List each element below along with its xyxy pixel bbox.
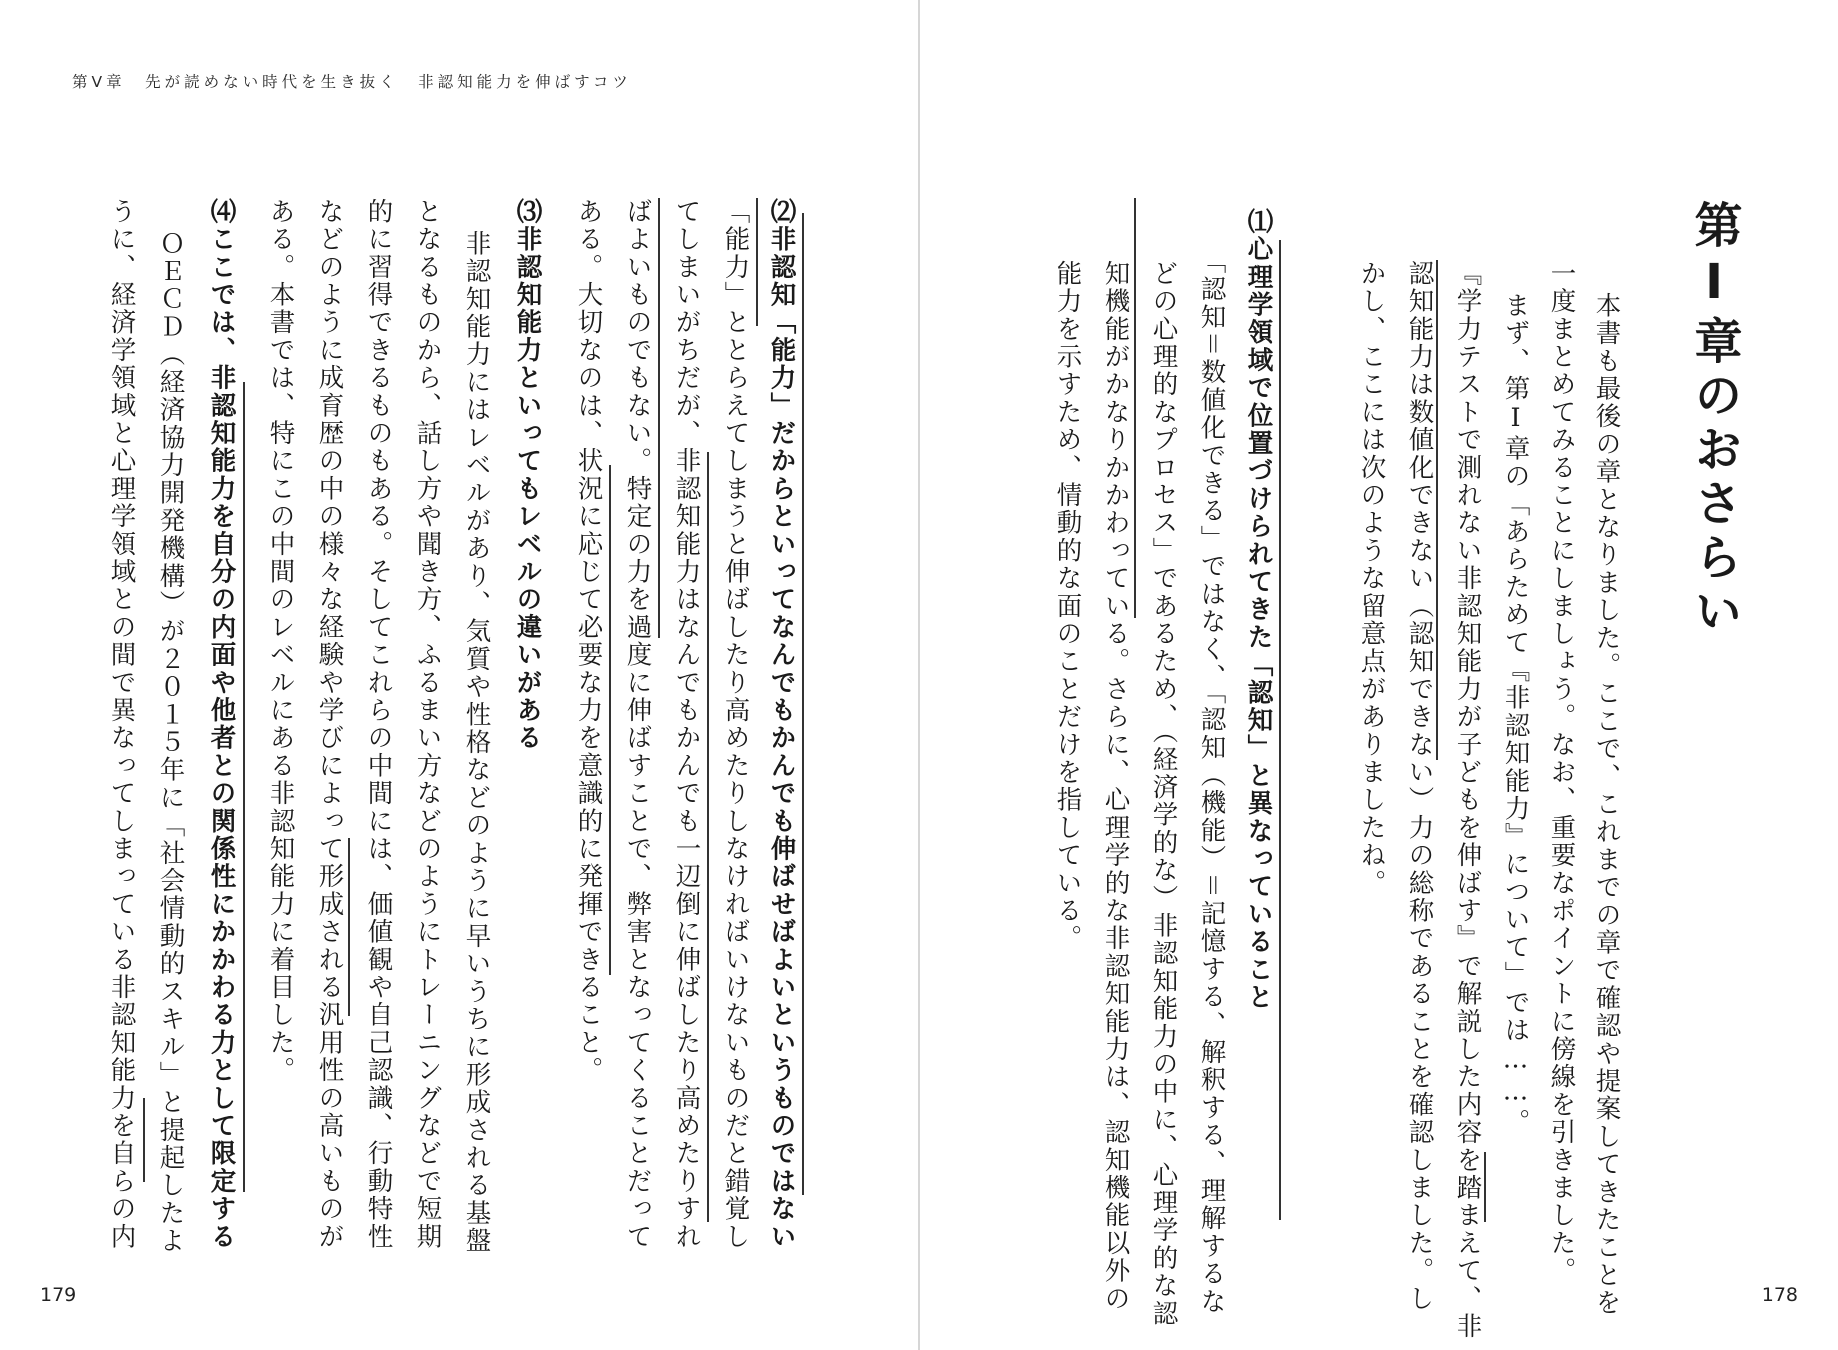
body-column: 「認知＝数値化できる」ではなく、「認知（機能）＝記憶する、解釈する、理解するな — [1196, 248, 1227, 1316]
body-column: 能力を示すため、情動的な面のことだけを指している。 — [1052, 260, 1083, 953]
chapter-title: 第Ⅰ章のおさらい — [1686, 200, 1742, 640]
page-number: 178 — [1761, 1284, 1798, 1306]
body-column: てしまいがちだが、非認知能力はなんでもかんでも一辺倒に伸ばしたり高めたりすれ — [671, 198, 702, 1251]
emphasis-line — [1484, 1152, 1486, 1222]
body-column: 一度まとめてみることにしましょう。なお、重要なポイントに傍線を引きました。 — [1546, 260, 1577, 1285]
body-column: となるものから、話し方や聞き方、ふるまい方などのようにトレーニングなどで短期 — [412, 198, 443, 1251]
body-column: ある。大切なのは、状況に応じて必要な力を意識的に発揮できること。 — [573, 198, 604, 1085]
emphasis-line — [1134, 198, 1136, 618]
page-number: 179 — [40, 1284, 77, 1306]
body-column: ＯＥＣＤ（経済協力開発機構）が２０１５年に「社会情動的スキル」と提起したよ — [155, 230, 186, 1255]
emphasis-line — [1279, 240, 1281, 1220]
heading-2: ⑵非認知「能力」だからといってなんでもかんでも伸ばせばよいというものではない — [766, 198, 797, 1251]
body-column: かし、ここには次のような留意点がありましたね。 — [1356, 260, 1387, 898]
left-page — [0, 0, 918, 1350]
running-header: 第Ⅴ章 先が読めない時代を生き抜く 非認知能力を伸ばすコツ — [72, 73, 632, 91]
emphasis-line — [802, 213, 804, 1195]
emphasis-line — [609, 465, 611, 975]
emphasis-line — [1436, 260, 1438, 760]
emphasis-line — [348, 838, 350, 1016]
emphasis-line — [658, 198, 660, 638]
body-column: ある。本書では、特にこの中間のレベルにある非認知能力に着目した。 — [265, 198, 296, 1085]
body-column: うに、経済学領域と心理学領域との間で異なってしまっている非認知能力を自らの内 — [106, 198, 137, 1251]
emphasis-line — [756, 198, 758, 326]
body-column: 「能力」ととらえてしまうと伸ばしたり高めたりしなければいけないものだと錯覚し — [720, 198, 751, 1251]
heading-4: ⑷ここでは、非認知能力を自分の内面や他者との関係性にかかわる力として限定する — [206, 198, 237, 1251]
body-column: まず、第Ⅰ章の「あらためて『非認知能力』について」では……。 — [1500, 292, 1531, 1137]
body-column: 認知能力は数値化できない（認知できない）力の総称であることを確認しました。し — [1404, 260, 1435, 1313]
body-column: 『学力テストで測れない非認知能力が子どもを伸ばす』で解説した内容を踏まえて、非 — [1452, 260, 1483, 1341]
emphasis-line — [143, 1098, 145, 1182]
body-column: 本書も最後の章となりました。ここで、これまでの章で確認や提案してきたことを — [1591, 292, 1622, 1317]
heading-3: ⑶非認知能力といってもレベルの違いがある — [512, 198, 543, 752]
body-column: 的に習得できるものもある。そしてこれらの中間には、価値観や自己認識、行動特性 — [363, 198, 394, 1251]
body-column: どの心理的なプロセス」であるため、（経済学的な）非認知能力の中に、心理学的な認 — [1148, 260, 1179, 1328]
body-column: 非認知能力にはレベルがあり、気質や性格などのように早いうちに形成される基盤 — [461, 230, 492, 1255]
emphasis-line — [707, 452, 709, 1222]
body-column: などのように成育歴の中の様々な経験や学びによって形成される汎用性の高いものが — [314, 198, 345, 1251]
body-column: 知機能がかなりかかわっている。さらに、心理学的な非認知能力は、認知機能以外の — [1100, 260, 1131, 1313]
heading-1: ⑴心理学領域で位置づけられてきた「認知」と異なっていること — [1243, 208, 1274, 1012]
body-column: ばよいものでもない。特定の力を過度に伸ばすことで、弊害となってくることだって — [622, 198, 653, 1251]
emphasis-line — [243, 382, 245, 1192]
